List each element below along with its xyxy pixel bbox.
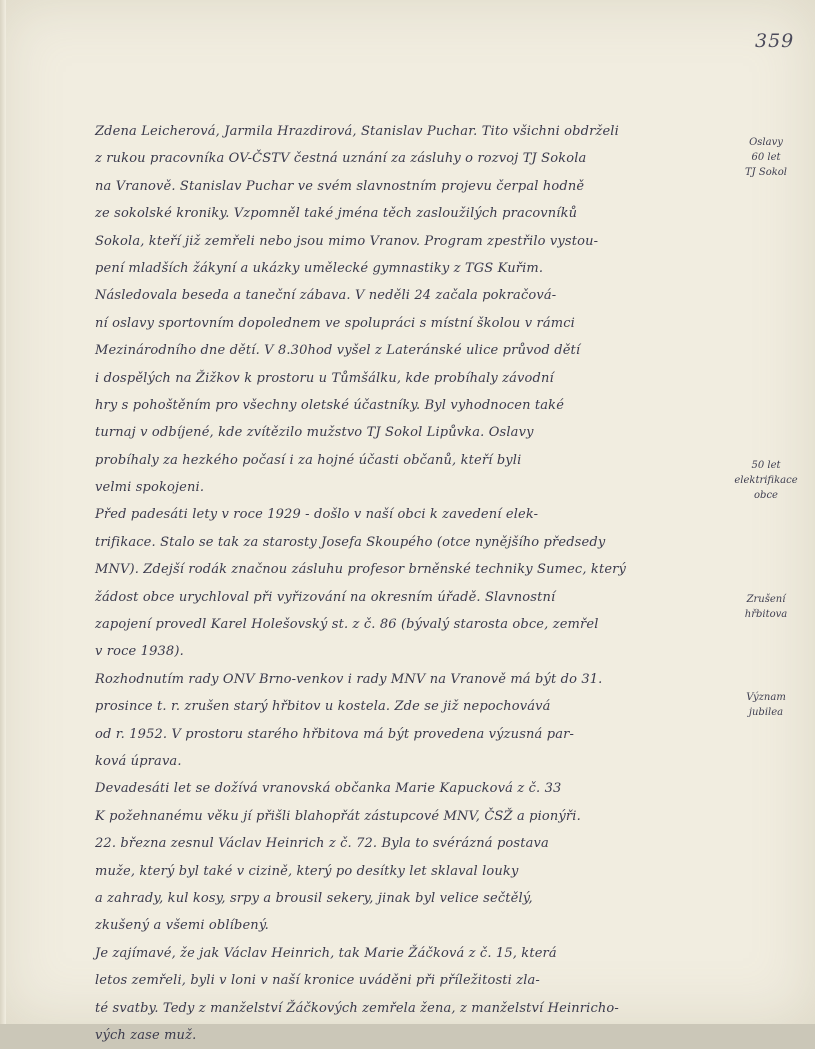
text-line: prosince t. r. zrušen starý hřbitov u kostela. Zde se již nepochovává: [95, 699, 551, 715]
margin-note-line: obce: [754, 490, 778, 501]
text-line: Následovala beseda a taneční zábava. V neděli 24 začala pokračová-: [95, 288, 557, 304]
margin-note-sokol-anniversary: [722, 135, 810, 180]
text-line: pení mladších žákyní a ukázky umělecké gymnastiky z TGS Kuřim.: [95, 260, 544, 276]
margin-note-line: Zrušení: [746, 594, 786, 605]
margin-note-line: 50 let: [751, 460, 781, 471]
text-line: hry s pohoštěním pro všechny oletské účastníky. Byl vyhodnocen také: [95, 397, 565, 413]
text-line: té svatby. Tedy z manželství Žáčkových zemřela žena, z manželství Heinricho-: [95, 1000, 619, 1016]
margin-note-line: hřbitova: [744, 609, 788, 620]
text-line: Zdena Leicherová, Jarmila Hrazdirová, Stanislav Puchar. Tito všichni obdrželi: [95, 124, 619, 139]
margin-note-line: elektrifikace: [734, 475, 798, 486]
page-binding-edge: [0, 0, 6, 1024]
text-line: velmi spokojeni.: [95, 480, 205, 496]
text-line: ze sokolské kroniky. Vzpomněl také jména těch zasloužilých pracovníků: [95, 206, 578, 222]
text-line: 22. března zesnul Václav Heinrich z č. 72. Byla to svérázná postava: [95, 836, 549, 852]
text-line: probíhaly za hezkého počasí i za hojné účasti občanů, kteří byli: [95, 452, 522, 468]
margin-note-line: Oslavy: [749, 137, 783, 148]
text-line: z rukou pracovníka OV-ČSTV čestná uznání za zásluhy o rozvoj TJ Sokola: [95, 151, 587, 167]
text-line: MNV). Zdejší rodák značnou zásluhu profesor brněnské techniky Sumec, který: [95, 562, 627, 578]
text-line: a zahrady, kul kosy, srpy a brousil sekery, jinak byl velice sečtělý,: [95, 890, 533, 906]
margin-note-line: Význam: [746, 692, 786, 703]
margin-note-jubilee: [722, 690, 810, 720]
margin-notes: [722, 0, 812, 1024]
margin-note-line: 60 let: [751, 152, 781, 163]
text-line: žádost obce urychloval při vyřizování na okresním úřadě. Slavnostní: [95, 589, 556, 605]
text-line: od r. 1952. V prostoru starého hřbitova má být provedena výzusná par-: [95, 726, 575, 742]
text-line: letos zemřeli, byli v loni v naší kronice uváděni při příležitosti zla-: [95, 973, 540, 989]
text-line: trifikace. Stalo se tak za starosty Josefa Skoupého (otce nynějšího předsedy: [95, 534, 606, 550]
text-line: K požehnanému věku jí přišli blahopřát zástupcové MNV, ČSŽ a pionýři.: [95, 808, 581, 824]
text-line: Mezinárodního dne dětí. V 8.30hod vyšel z Lateránské ulice průvod dětí: [95, 343, 581, 359]
text-line: muže, který byl také v cizině, který po desítky let sklaval louky: [95, 863, 519, 879]
text-line: Před padesáti lety v roce 1929 - došlo v naší obci k zavedení elek-: [95, 507, 539, 523]
text-line: i dospělých na Žižkov k prostoru u Tůmšálku, kde probíhaly závodní: [95, 370, 554, 386]
page-number: 359: [755, 30, 795, 52]
margin-note-line: jubilea: [748, 707, 784, 718]
text-line: Je zajímavé, že jak Václav Heinrich, tak Marie Žáčková z č. 15, která: [95, 945, 557, 961]
text-line: vých zase muž.: [95, 1027, 197, 1043]
text-line: zkušený a všemi oblíbený.: [95, 918, 269, 934]
margin-note-line: TJ Sokol: [744, 167, 787, 178]
text-line: ní oslavy sportovním dopolednem ve spolupráci s místní školou v rámci: [95, 315, 575, 331]
handwritten-body-text: [95, 118, 720, 1043]
text-line: Devadesáti let se dožívá vranovská občanka Marie Kapucková z č. 33: [95, 781, 562, 797]
margin-note-cemetery: [722, 592, 810, 622]
text-line: zapojení provedl Karel Holešovský st. z č. 86 (bývalý starosta obce, zemřel: [95, 617, 599, 633]
text-line: ková úprava.: [95, 753, 182, 769]
text-line: na Vranově. Stanislav Puchar ve svém slavnostním projevu čerpal hodně: [95, 178, 585, 194]
text-line: Sokola, kteří již zemřeli nebo jsou mimo Vranov. Program zpestřilo vystou-: [95, 233, 599, 249]
text-line: v roce 1938).: [95, 644, 184, 660]
text-line: turnaj v odbíjené, kde zvítězilo mužstvo TJ Sokol Lipůvka. Oslavy: [95, 425, 534, 441]
margin-note-electrification: [722, 458, 810, 503]
text-line: Rozhodnutím rady ONV Brno-venkov i rady MNV na Vranově má být do 31.: [95, 671, 603, 687]
